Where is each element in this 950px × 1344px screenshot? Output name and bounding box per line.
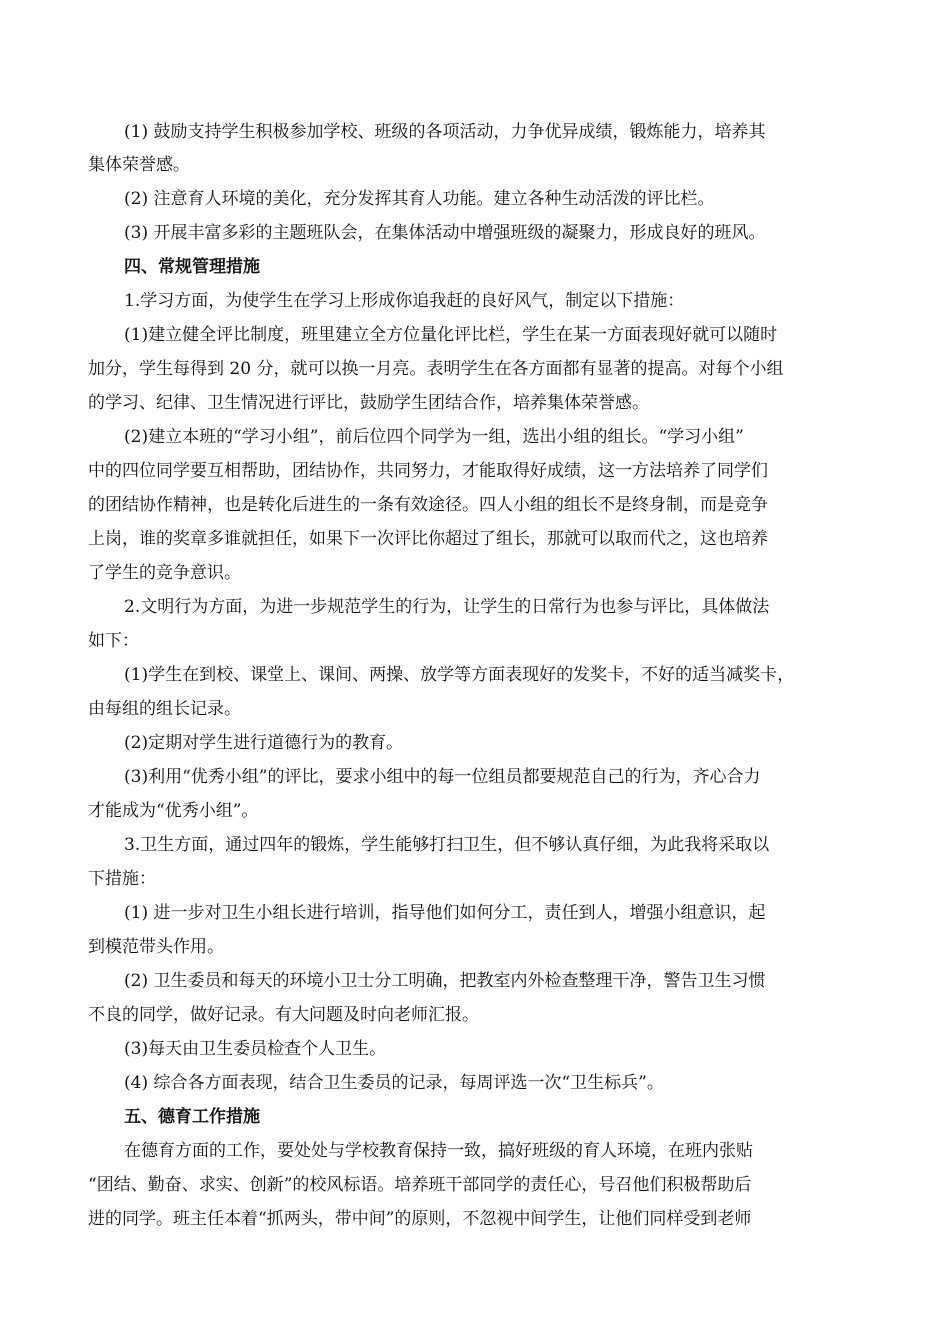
paragraph-line: (2) 注意育人环境的美化，充分发挥其育人功能。建立各种生动活泼的评比栏。 bbox=[124, 189, 715, 209]
paragraph-line: 3.卫生方面，通过四年的锻炼，学生能够打扫卫生，但不够认真仔细，为此我将采取以 bbox=[124, 835, 770, 855]
paragraph-line: (1) 进一步对卫生小组长进行培训，指导他们如何分工，责任到人，增强小组意识，起 bbox=[124, 903, 766, 923]
section-heading: 四、常规管理措施 bbox=[124, 257, 260, 277]
paragraph-line: (2)定期对学生进行道德行为的教育。 bbox=[124, 733, 404, 753]
paragraph-line: 下措施： bbox=[88, 869, 156, 889]
paragraph-line: 中的四位同学要互相帮助，团结协作，共同努力，才能取得好成绩，这一方法培养了同学们 bbox=[88, 461, 768, 481]
paragraph-line: 不良的同学，做好记录。有大问题及时向老师汇报。 bbox=[88, 1005, 479, 1025]
paragraph-line: 集体荣誉感。 bbox=[88, 155, 190, 175]
paragraph-line: 如下： bbox=[88, 631, 139, 651]
paragraph-line: 的团结协作精神，也是转化后进生的一条有效途径。四人小组的组长不是终身制，而是竞争 bbox=[88, 495, 768, 515]
paragraph-line: (1)建立健全评比制度，班里建立全方位量化评比栏，学生在某一方面表现好就可以随时 bbox=[124, 325, 778, 345]
paragraph-line: 才能成为“优秀小组”。 bbox=[88, 801, 259, 821]
paragraph-line: (3) 开展丰富多彩的主题班队会，在集体活动中增强班级的凝聚力，形成良好的班风。 bbox=[124, 223, 766, 243]
paragraph-line: (2) 卫生委员和每天的环境小卫士分工明确，把教室内外检查整理干净，警告卫生习惯 bbox=[124, 971, 766, 991]
paragraph-line: (1) 鼓励支持学生积极参加学校、班级的各项活动，力争优异成绩，锻炼能力，培养其 bbox=[124, 122, 766, 142]
paragraph-line: 加分，学生每得到 20 分，就可以换一月亮。表明学生在各方面都有显著的提高。对每个小组 bbox=[88, 359, 784, 379]
paragraph-line: 到模范带头作用。 bbox=[88, 937, 224, 957]
paragraph-line: “团结、勤奋、求实、创新”的校风标语。培养班干部同学的责任心，号召他们积极帮助后 bbox=[88, 1175, 752, 1195]
paragraph-line: (2)建立本班的“学习小组”，前后位四个同学为一组，选出小组的组长。“学习小组” bbox=[124, 427, 744, 447]
paragraph-line: (3)利用“优秀小组”的评比，要求小组中的每一位组员都要规范自己的行为，齐心合力 bbox=[124, 767, 761, 787]
paragraph-line: 在德育方面的工作，要处处与学校教育保持一致，搞好班级的育人环境，在班内张贴 bbox=[124, 1141, 753, 1161]
paragraph-line: (1)学生在到校、课堂上、课间、两操、放学等方面表现好的发奖卡，不好的适当减奖卡， bbox=[124, 665, 795, 685]
paragraph-line: 上岗，谁的奖章多谁就担任，如果下一次评比你超过了组长，那就可以取而代之，这也培养 bbox=[88, 529, 768, 549]
paragraph-line: 1.学习方面，为使学生在学习上形成你追我赶的良好风气，制定以下措施： bbox=[124, 291, 685, 311]
paragraph-line: (4) 综合各方面表现，结合卫生委员的记录，每周评选一次“卫生标兵”。 bbox=[124, 1073, 664, 1093]
section-heading: 五、德育工作措施 bbox=[124, 1107, 260, 1127]
paragraph-line: 进的同学。班主任本着“抓两头，带中间”的原则，不忽视中间学生，让他们同样受到老师 bbox=[88, 1209, 752, 1229]
paragraph-line: 2.文明行为方面，为进一步规范学生的行为，让学生的日常行为也参与评比，具体做法 bbox=[124, 597, 770, 617]
paragraph-line: 的学习、纪律、卫生情况进行评比，鼓励学生团结合作，培养集体荣誉感。 bbox=[88, 393, 649, 413]
paragraph-line: 了学生的竞争意识。 bbox=[88, 563, 241, 583]
paragraph-line: 由每组的组长记录。 bbox=[88, 699, 241, 719]
paragraph-line: (3)每天由卫生委员检查个人卫生。 bbox=[124, 1039, 387, 1059]
